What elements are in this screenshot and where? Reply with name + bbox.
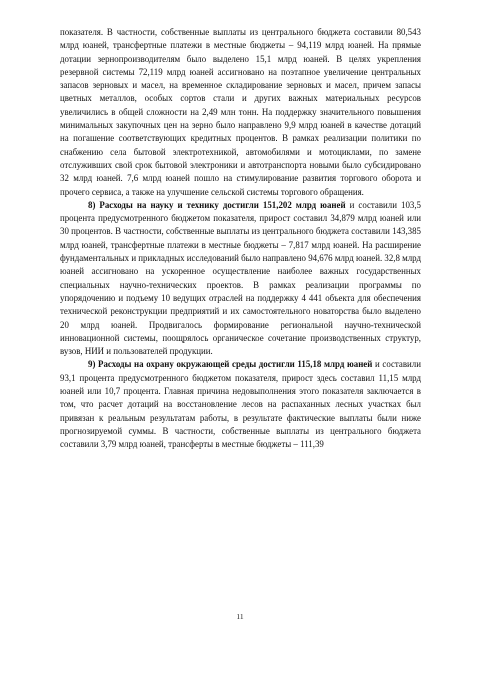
document-body — [60, 26, 421, 452]
paragraph-text: и составили 93,1 процента предусмотренного бюджетом показателя, прирост здесь составил 11,15 млрд юаней или 10,7 процента. Главная причина недовыполнения этого показателя заключается в том, что расчет дотаций на восстановление лесов на распаханных лесных участках был привязан к реальным результатам работы, в результате фактические выплаты были ниже прогнозируемой суммы. В частности, собственные выплаты из центрального бюджета составили 3,79 млрд юаней, трансферты в местные бюджеты – 111,39 — [60, 359, 421, 450]
paragraph-text: показателя. В частности, собственные выплаты из центрального бюджета составили 80,543 млрд юаней, трансфертные платежи в местные бюджеты – 94,119 млрд юаней. На прямые дотации зернопроизводителям было выделено 15,1 млрд юаней. В целях укрепления резервной системы 72,119 млрд юаней ассигновано на поэтапное увеличение центральных запасов зерновых и масел, на временное складирование зерновых и масел, причем запасы цветных металлов, особых сортов стали и других важных материальных ресурсов увеличились в общей сложности на 2,49 млн тонн. На поддержку значительного повышения минимальных закупочных цен на зерно было направлено 9,9 млрд юаней в качестве дотаций на погашение соответствующих кредитных процентов. В рамках реализации политики по снабжению села бытовой электротехникой, автомобилями и мотоциклами, по замене отслуживших свой срок бытовой электроники и автотранспорта новыми было субсидировано 32 млрд юаней. 7,6 млрд юаней пошло на стимулирование развития торгового оборота и прочего сервиса, а также на улучшение сельской системы торгового обращения. — [60, 27, 421, 197]
paragraph-environment-expenses — [60, 358, 421, 451]
paragraph-heading: 8) Расходы на науку и технику достигли 151,202 млрд юаней — [88, 199, 346, 210]
paragraph-science-expenses — [60, 199, 421, 359]
paragraph-text: и составили 103,5 процента предусмотренного бюджетом показателя, прирост составил 34,879 млрд юаней или 30 процентов. В частности, собственные выплаты из центрального бюджета составили 143,385 млрд юаней, трансфертные платежи в местные бюджеты – 7,817 млрд юаней. На расширение фундаментальных и прикладных исследований было направлено 94,676 млрд юаней. 32,8 млрд юаней ассигновано на ускоренное осуществление наиболее важных государственных специальных научно-технических проектов. В рамках реализации программы по упорядочению и подъему 10 ведущих отраслей на поддержку 4 441 объекта для обеспечения технической реконструкции предприятий и их самостоятельного новаторства было выделено 20 млрд юаней. Продвигалось формирование региональной научно-технической инновационной системы, поощрялось органическое сочетание производственных структур, вузов, НИИ и пользователей продукции. — [60, 199, 422, 357]
paragraph-heading: 9) Расходы на охрану окружающей среды достигли 115,18 млрд юаней — [88, 359, 373, 370]
paragraph-state-reserves — [60, 26, 421, 199]
page-number: 11 — [236, 612, 244, 621]
